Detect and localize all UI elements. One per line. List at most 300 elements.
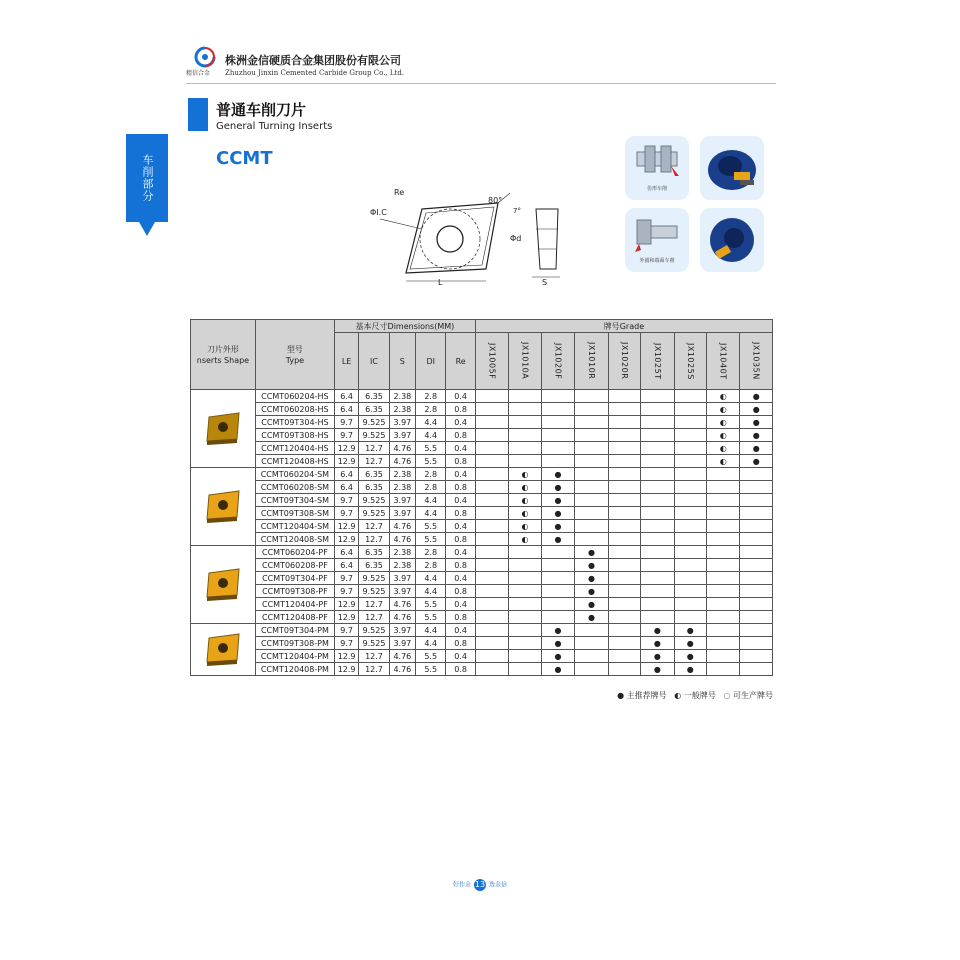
dim-cell: 2.8 [416, 403, 446, 416]
dim-cell: 12.7 [359, 533, 389, 546]
dim-cell: 12.7 [359, 442, 389, 455]
grade-cell [475, 390, 508, 403]
type-cell: CCMT060204-PF [255, 546, 334, 559]
legend-general-symbol: ◐ [674, 691, 682, 700]
dim-cell: 5.5 [416, 520, 446, 533]
dim-cell: 9.525 [359, 494, 389, 507]
grade-cell: ● [641, 650, 674, 663]
grade-cell: ● [541, 494, 574, 507]
grade-cell [674, 585, 706, 598]
grade-cell [641, 572, 674, 585]
table-row [191, 546, 773, 559]
dim-cell: 4.4 [416, 429, 446, 442]
insert-shape-icon [201, 563, 245, 603]
grade-cell [608, 468, 640, 481]
grade-cell: ◐ [707, 390, 740, 403]
legend [617, 690, 773, 701]
header-divider [186, 83, 776, 84]
grade-cell [740, 585, 773, 598]
dim-cell: 4.76 [389, 598, 415, 611]
page-footer [0, 879, 960, 891]
grade-cell [740, 572, 773, 585]
dim-cell: 3.97 [389, 429, 415, 442]
grade-cell [575, 663, 608, 676]
insert-shape-pm [191, 624, 256, 676]
dim-cell: 3.97 [389, 494, 415, 507]
grade-cell [740, 611, 773, 624]
dim-cell: 12.7 [359, 455, 389, 468]
dim-cell: 3.97 [389, 416, 415, 429]
grade-cell [608, 507, 640, 520]
dim-cell: 0.8 [446, 637, 475, 650]
grade-cell [575, 390, 608, 403]
grade-cell [608, 429, 640, 442]
label-d: Φd [510, 234, 522, 243]
grade-cell [608, 494, 640, 507]
grade-cell [674, 442, 706, 455]
dim-cell: 9.525 [359, 624, 389, 637]
grade-cell [707, 546, 740, 559]
grade-cell [541, 598, 574, 611]
dim-cell: 0.4 [446, 546, 475, 559]
grade-cell [608, 390, 640, 403]
turning-photo-icon [700, 136, 764, 200]
dim-cell: 4.4 [416, 572, 446, 585]
grade-cell [740, 507, 773, 520]
dim-cell: 12.9 [334, 533, 358, 546]
grade-cell [740, 494, 773, 507]
dim-cell: 4.4 [416, 624, 446, 637]
grade-cell: ◐ [707, 455, 740, 468]
grade-cell [674, 455, 706, 468]
dim-cell: 5.5 [416, 663, 446, 676]
grade-cell [509, 403, 541, 416]
dim-cell: 12.7 [359, 520, 389, 533]
dim-cell: 4.76 [389, 533, 415, 546]
dim-col-ic: IC [359, 333, 389, 390]
grade-cell [509, 598, 541, 611]
grade-cell [674, 494, 706, 507]
grade-col-jx1005f: JX1005F [475, 333, 508, 390]
table-row [191, 572, 773, 585]
dim-cell: 4.76 [389, 455, 415, 468]
grade-cell: ● [575, 546, 608, 559]
dim-cell: 0.8 [446, 611, 475, 624]
grade-cell [575, 650, 608, 663]
dim-cell: 4.4 [416, 585, 446, 598]
table-row [191, 663, 773, 676]
grade-cell [608, 559, 640, 572]
model-title: CCMT [216, 148, 273, 169]
facing-shaft-icon [625, 208, 689, 258]
tile-label-facing: 外圆和端面车削 [639, 258, 675, 264]
dim-col-s: S [389, 333, 415, 390]
grade-cell [674, 507, 706, 520]
grade-cell: ● [541, 650, 574, 663]
grade-cell [541, 559, 574, 572]
dim-cell: 6.4 [334, 546, 358, 559]
type-header: 型号 Type [255, 320, 334, 390]
grade-cell: ● [674, 624, 706, 637]
grade-cell [674, 520, 706, 533]
grade-cell [674, 468, 706, 481]
insert-shape-icon [201, 628, 245, 668]
profiling-shaft-icon [625, 136, 689, 186]
grade-cell [475, 611, 508, 624]
grade-cell: ◐ [509, 494, 541, 507]
type-cell: CCMT09T308-PF [255, 585, 334, 598]
grade-cell [608, 663, 640, 676]
dim-cell: 0.4 [446, 442, 475, 455]
dim-cell: 6.4 [334, 390, 358, 403]
grade-col-jx1040t: JX1040T [707, 333, 740, 390]
grade-cell [509, 442, 541, 455]
table-row [191, 481, 773, 494]
type-cell: CCMT120408-PM [255, 663, 334, 676]
table-row [191, 403, 773, 416]
grade-cell [740, 650, 773, 663]
dim-cell: 3.97 [389, 637, 415, 650]
insert-shape-pf [191, 546, 256, 624]
grade-cell: ● [575, 559, 608, 572]
grade-cell: ● [575, 598, 608, 611]
dim-cell: 12.9 [334, 611, 358, 624]
table-row [191, 585, 773, 598]
dim-cell: 0.4 [446, 520, 475, 533]
grade-cell [740, 533, 773, 546]
label-re: Re [394, 188, 405, 197]
type-cell: CCMT09T304-SM [255, 494, 334, 507]
dim-cell: 5.5 [416, 611, 446, 624]
grade-cell [475, 468, 508, 481]
dim-cell: 4.4 [416, 507, 446, 520]
dim-cell: 4.4 [416, 416, 446, 429]
grade-cell [475, 572, 508, 585]
label-angle: 80° [488, 196, 503, 205]
dim-cell: 4.4 [416, 637, 446, 650]
grade-cell [707, 572, 740, 585]
type-cell: CCMT060204-SM [255, 468, 334, 481]
dim-cell: 2.8 [416, 481, 446, 494]
section-marker [188, 98, 208, 131]
grade-cell [674, 481, 706, 494]
dim-cell: 9.525 [359, 507, 389, 520]
dim-cell: 4.76 [389, 663, 415, 676]
grade-col-jx1020f: JX1020F [541, 333, 574, 390]
grade-cell: ● [541, 468, 574, 481]
grade-cell [475, 403, 508, 416]
grade-cell: ● [575, 572, 608, 585]
dimension-header: 基本尺寸Dimensions(MM) [334, 320, 475, 333]
grade-cell [509, 429, 541, 442]
dim-cell: 5.5 [416, 533, 446, 546]
dim-cell: 9.525 [359, 637, 389, 650]
grade-cell: ● [541, 533, 574, 546]
grade-cell [707, 585, 740, 598]
grade-table [190, 319, 773, 676]
table-row [191, 650, 773, 663]
grade-cell [541, 442, 574, 455]
dim-cell: 6.35 [359, 390, 389, 403]
tile-label-profiling: 仿形车削 [646, 186, 667, 192]
dim-cell: 6.35 [359, 468, 389, 481]
dim-cell: 3.97 [389, 572, 415, 585]
dim-cell: 6.35 [359, 546, 389, 559]
dim-cell: 12.7 [359, 611, 389, 624]
grade-cell: ● [541, 624, 574, 637]
grade-cell: ● [641, 624, 674, 637]
type-cell: CCMT120404-PM [255, 650, 334, 663]
dim-cell: 12.9 [334, 650, 358, 663]
grade-cell [674, 429, 706, 442]
dim-cell: 12.9 [334, 663, 358, 676]
dim-cell: 0.8 [446, 663, 475, 676]
grade-cell [641, 442, 674, 455]
dim-cell: 4.76 [389, 520, 415, 533]
dim-cell: 9.525 [359, 585, 389, 598]
grade-cell [707, 611, 740, 624]
dim-cell: 6.35 [359, 481, 389, 494]
grade-cell [509, 663, 541, 676]
grade-cell [475, 481, 508, 494]
grade-cell [674, 403, 706, 416]
grade-cell: ◐ [509, 468, 541, 481]
type-cell: CCMT09T304-PF [255, 572, 334, 585]
dim-cell: 0.4 [446, 390, 475, 403]
grade-cell [509, 624, 541, 637]
grade-cell [608, 650, 640, 663]
grade-cell [641, 598, 674, 611]
grade-cell [475, 598, 508, 611]
grade-cell [575, 533, 608, 546]
dim-cell: 9.7 [334, 507, 358, 520]
grade-cell [475, 416, 508, 429]
tile-facing-photo [700, 208, 764, 272]
insert-shape-hs [191, 390, 256, 468]
grade-cell [575, 637, 608, 650]
grade-cell: ● [575, 611, 608, 624]
dim-cell: 0.4 [446, 624, 475, 637]
grade-cell [575, 624, 608, 637]
dim-cell: 0.8 [446, 533, 475, 546]
page-number: 13 [474, 880, 486, 889]
grade-cell: ● [641, 637, 674, 650]
grade-cell: ◐ [509, 520, 541, 533]
grade-cell [674, 572, 706, 585]
type-cell: CCMT09T308-PM [255, 637, 334, 650]
table-row [191, 507, 773, 520]
grade-cell [475, 429, 508, 442]
dim-cell: 0.4 [446, 598, 475, 611]
dim-cell: 0.4 [446, 468, 475, 481]
insert-shape-sm [191, 468, 256, 546]
grade-cell [608, 416, 640, 429]
table-row [191, 416, 773, 429]
side-tab-turning[interactable]: 车削部分 [126, 134, 168, 222]
dim-cell: 2.38 [389, 546, 415, 559]
grade-col-jx1010r: JX1010R [575, 333, 608, 390]
grade-cell [707, 598, 740, 611]
type-cell: CCMT09T304-PM [255, 624, 334, 637]
type-cell: CCMT09T308-SM [255, 507, 334, 520]
dim-cell: 6.4 [334, 403, 358, 416]
grade-cell [575, 403, 608, 416]
grade-cell [641, 494, 674, 507]
company-name-en: Zhuzhou Jinxin Cemented Carbide Group Co., Ltd. [225, 69, 405, 77]
dim-cell: 9.7 [334, 585, 358, 598]
grade-cell [707, 624, 740, 637]
grade-cell [608, 585, 640, 598]
grade-cell [707, 481, 740, 494]
grade-cell [707, 637, 740, 650]
grade-cell: ◐ [707, 429, 740, 442]
grade-cell [509, 650, 541, 663]
grade-cell [608, 598, 640, 611]
grade-cell [608, 533, 640, 546]
grade-cell: ● [740, 390, 773, 403]
dim-cell: 6.4 [334, 481, 358, 494]
grade-cell [707, 507, 740, 520]
table-row [191, 559, 773, 572]
grade-header: 牌号Grade [475, 320, 772, 333]
dim-cell: 2.8 [416, 390, 446, 403]
type-cell: CCMT120408-PF [255, 611, 334, 624]
tile-facing [625, 208, 689, 272]
grade-cell [674, 598, 706, 611]
grade-cell [674, 390, 706, 403]
dim-cell: 0.4 [446, 494, 475, 507]
type-cell: CCMT060208-HS [255, 403, 334, 416]
dim-cell: 3.97 [389, 585, 415, 598]
type-cell: CCMT060208-SM [255, 481, 334, 494]
dim-cell: 0.4 [446, 572, 475, 585]
table-row [191, 390, 773, 403]
dim-cell: 12.7 [359, 598, 389, 611]
facing-photo-icon [700, 208, 764, 272]
grade-cell [541, 546, 574, 559]
insert-shape-icon [201, 407, 245, 447]
grade-cell [475, 546, 508, 559]
dim-cell: 6.35 [359, 403, 389, 416]
dim-cell: 2.38 [389, 390, 415, 403]
grade-cell [541, 429, 574, 442]
table-row [191, 455, 773, 468]
grade-cell [575, 507, 608, 520]
grade-cell [641, 585, 674, 598]
grade-cell [475, 442, 508, 455]
dim-cell: 0.8 [446, 429, 475, 442]
grade-cell [509, 611, 541, 624]
dim-cell: 12.9 [334, 520, 358, 533]
dim-cell: 4.76 [389, 442, 415, 455]
label-l: L [438, 278, 443, 285]
grade-cell [575, 442, 608, 455]
grade-cell [707, 650, 740, 663]
grade-cell [541, 403, 574, 416]
grade-cell [740, 663, 773, 676]
grade-cell [740, 468, 773, 481]
grade-cell [707, 468, 740, 481]
dim-cell: 2.8 [416, 559, 446, 572]
dim-cell: 4.76 [389, 650, 415, 663]
footer-right: 选金信 [489, 881, 508, 889]
section-title-en: General Turning Inserts [216, 121, 333, 132]
label-s: S [542, 278, 548, 285]
grade-cell [641, 507, 674, 520]
grade-cell: ● [674, 650, 706, 663]
grade-cell: ● [541, 507, 574, 520]
type-cell: CCMT120404-HS [255, 442, 334, 455]
dim-cell: 2.8 [416, 546, 446, 559]
dim-cell: 0.8 [446, 403, 475, 416]
grade-cell [608, 572, 640, 585]
type-cell: CCMT09T304-HS [255, 416, 334, 429]
label-ic: ΦI.C [370, 208, 387, 217]
grade-cell [707, 533, 740, 546]
grade-cell [707, 494, 740, 507]
dim-cell: 0.8 [446, 481, 475, 494]
table-row [191, 429, 773, 442]
grade-cell [641, 468, 674, 481]
grade-cell: ◐ [509, 533, 541, 546]
type-cell: CCMT060208-PF [255, 559, 334, 572]
grade-cell [674, 533, 706, 546]
dim-cell: 9.7 [334, 416, 358, 429]
grade-cell [740, 637, 773, 650]
grade-cell [475, 585, 508, 598]
legend-main-symbol: ● [617, 691, 625, 700]
grade-cell [608, 442, 640, 455]
grade-cell [641, 611, 674, 624]
dim-col-le: LE [334, 333, 358, 390]
grade-cell: ● [740, 442, 773, 455]
grade-cell [509, 572, 541, 585]
grade-cell: ● [674, 663, 706, 676]
grade-cell [608, 481, 640, 494]
grade-cell [707, 520, 740, 533]
label-relief: 7° [513, 207, 521, 215]
grade-cell [509, 559, 541, 572]
grade-cell [740, 520, 773, 533]
dim-cell: 9.7 [334, 429, 358, 442]
dim-cell: 4.76 [389, 611, 415, 624]
type-cell: CCMT120408-HS [255, 455, 334, 468]
table-row [191, 520, 773, 533]
grade-cell: ◐ [509, 481, 541, 494]
grade-cell [641, 559, 674, 572]
grade-cell [575, 481, 608, 494]
grade-cell [608, 403, 640, 416]
type-cell: CCMT09T308-HS [255, 429, 334, 442]
dim-cell: 9.7 [334, 494, 358, 507]
grade-cell [608, 546, 640, 559]
dim-cell: 12.9 [334, 455, 358, 468]
grade-cell [740, 624, 773, 637]
grade-cell [641, 520, 674, 533]
dim-cell: 12.7 [359, 650, 389, 663]
legend-general-text: 一般牌号 [683, 691, 716, 700]
grade-cell: ● [740, 403, 773, 416]
insert-diagram [360, 185, 580, 285]
grade-cell [608, 611, 640, 624]
dim-cell: 6.4 [334, 468, 358, 481]
dim-cell: 4.4 [416, 494, 446, 507]
grade-cell [641, 533, 674, 546]
type-cell: CCMT120404-PF [255, 598, 334, 611]
dim-cell: 12.9 [334, 598, 358, 611]
grade-cell [475, 663, 508, 676]
grade-cell: ● [740, 455, 773, 468]
